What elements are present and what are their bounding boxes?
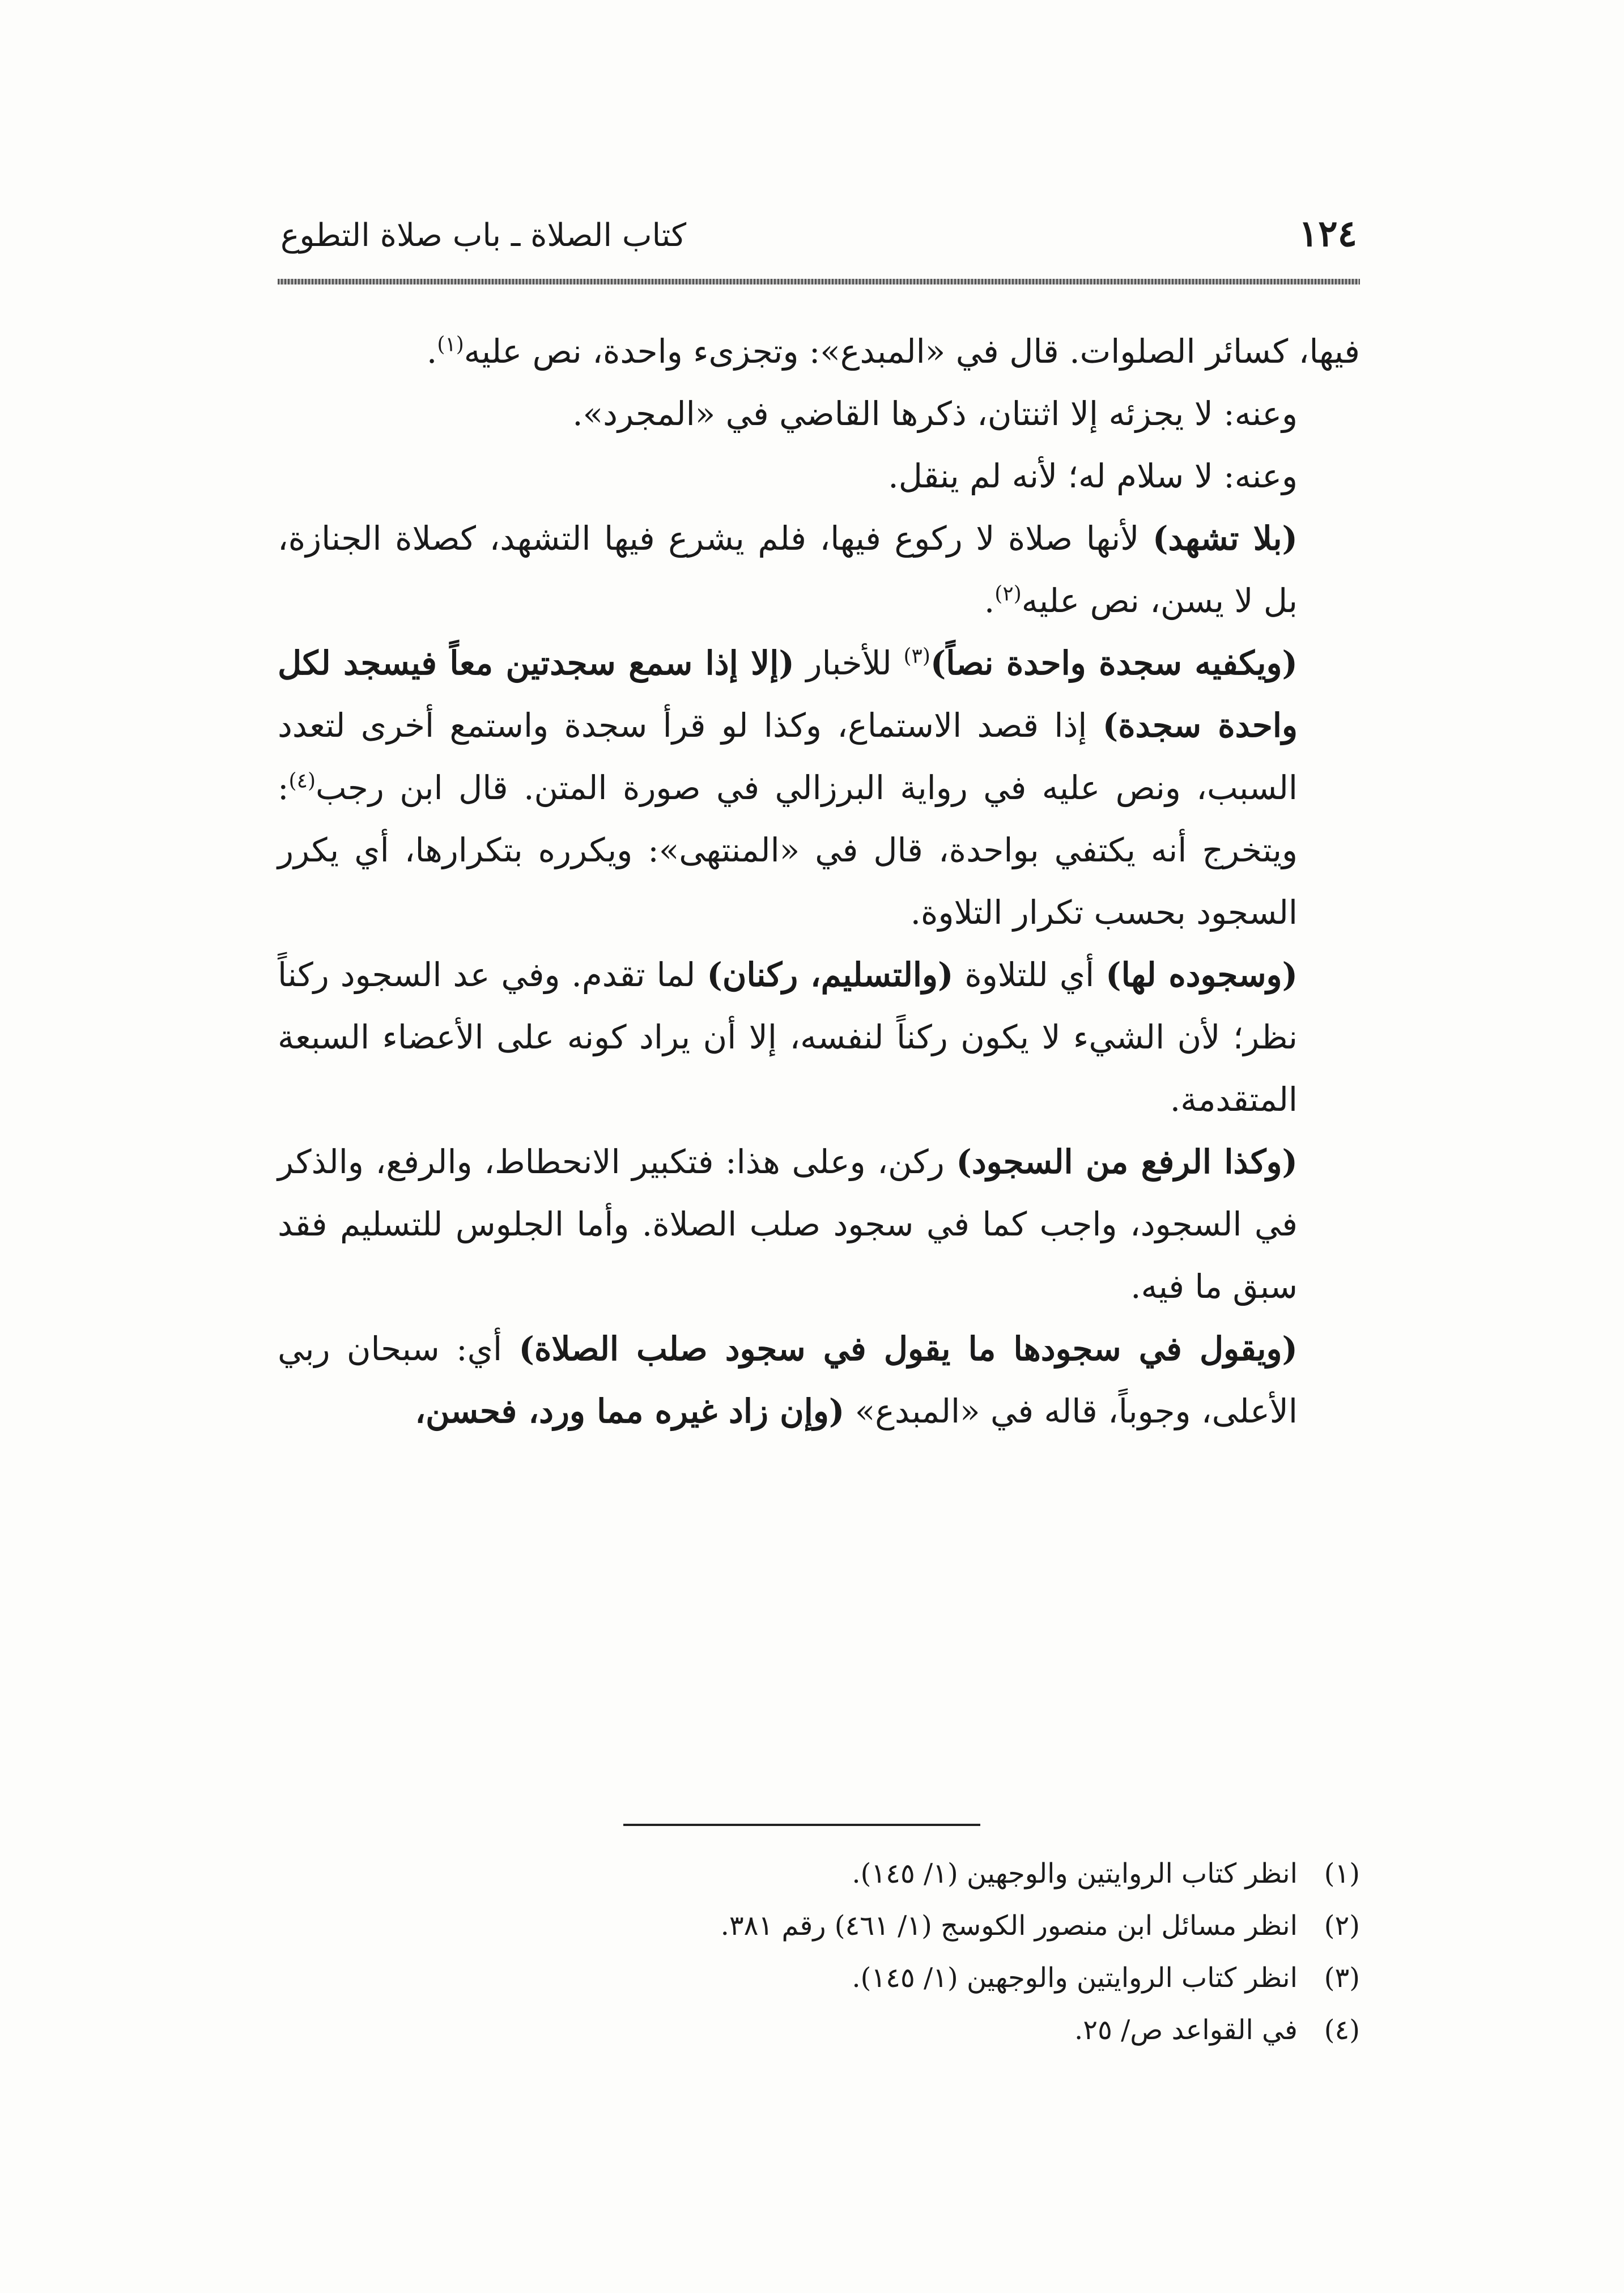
footnotes xyxy=(567,1848,1360,2056)
footnote-number: (١) xyxy=(1324,1858,1360,1889)
matn-text: (ويقول في سجودها ما يقول في سجود صلب الصلاة) xyxy=(518,1330,1298,1368)
footnote-number: (٢) xyxy=(1324,1910,1360,1942)
page-header xyxy=(280,207,1357,269)
footnote-ref-1[interactable]: (١) xyxy=(437,333,464,356)
footnote-number: (٣) xyxy=(1324,1962,1360,1994)
footnote-text: في القواعد ص/ ٢٥. xyxy=(1074,2014,1298,2046)
footnote-item xyxy=(567,1848,1360,1900)
footnote-item xyxy=(567,1900,1360,1952)
footnote-divider xyxy=(623,1824,980,1826)
footnote-text: انظر مسائل ابن منصور الكوسج (١/ ٤٦١) رقم ٣٨١. xyxy=(720,1910,1298,1942)
paragraph-1: فيها، كسائر الصلوات. قال في «المبدع»: وتجزىء واحدة، نص عليه$^{(١)}$. xyxy=(426,332,1360,371)
matn-text: (وكذا الرفع من السجود) xyxy=(956,1143,1298,1181)
footnote-number: (٤) xyxy=(1324,2014,1360,2046)
matn-text: (بلا تشهد) xyxy=(1152,519,1298,558)
matn-text: (والتسليم، ركنان) xyxy=(707,956,954,994)
page-number: ١٢٤ xyxy=(1298,213,1357,255)
main-text xyxy=(278,320,1360,1442)
running-title: كتاب الصلاة ـ باب صلاة التطوع xyxy=(280,217,687,254)
footnote-item xyxy=(567,1952,1360,2004)
paragraph-6: (وسجوده لها) أي للتلاوة (والتسليم، ركنان) لما تقدم. وفي عد السجود ركناً نظر؛ لأن الشيء لا يكون ركناً لنفسه، إلا أن يراد كونه على الأعضاء السبعة المتقدمة. xyxy=(278,956,1298,1119)
footnote-text: انظر كتاب الروايتين والوجهين (١/ ١٤٥). xyxy=(852,1962,1298,1994)
paragraph-7: (وكذا الرفع من السجود) ركن، وعلى هذا: فتكبير الانحطاط، والرفع، والذكر في السجود، واجب كما في سجود صلب الصلاة. وأما الجلوس للتسليم فقد سبق ما فيه. xyxy=(278,1143,1298,1306)
footnote-item xyxy=(567,2004,1360,2056)
paragraph-4: (بلا تشهد) لأنها صلاة لا ركوع فيها، فلم يشرع فيها التشهد، كصلاة الجنازة، بل لا يسن، نص عليه$^{(٢)}$. xyxy=(278,519,1298,620)
matn-text: (وإن زاد غيره مما ورد، فحسن، xyxy=(415,1392,845,1430)
paragraph-2: وعنه: لا يجزئه إلا اثنتان، ذكرها القاضي في «المجرد». xyxy=(572,394,1298,433)
footnote-ref-3[interactable]: (٣) xyxy=(903,644,930,668)
matn-text: (وسجوده لها) xyxy=(1106,956,1298,994)
paragraph-5: (ويكفيه سجدة واحدة نصاً)$^{(٣)}$ للأخبار (إلا إذا سمع سجدتين معاً فيسجد لكل واحدة سجدة) إذا قصد الاستماع، وكذا لو قرأ سجدة واستمع أخرى لتعدد السبب، ونص عليه في رواية البرزالي في صورة المتن. قال ابن رجب$^{(٤)}$: ويتخرج أنه يكتفي بواحدة، قال في «المنتهى»: ويكرره بتكرارها، أي يكرر السجود بحسب تكرار التلاوة. xyxy=(278,644,1298,932)
footnote-ref-2[interactable]: (٢) xyxy=(994,582,1022,606)
paragraph-3: وعنه: لا سلام له؛ لأنه لم ينقل. xyxy=(888,457,1298,495)
matn-text: (ويكفيه سجدة واحدة نصاً) xyxy=(930,644,1298,682)
header-divider xyxy=(278,279,1360,284)
matn-text: (إلا إذا سمع سجدتين معاً فيسجد لكل واحدة سجدة) xyxy=(278,644,1298,745)
paragraph-8: (ويقول في سجودها ما يقول في سجود صلب الصلاة) أي: سبحان ربي الأعلى، وجوباً، قاله في «المبدع» (وإن زاد غيره مما ورد، فحسن، xyxy=(278,1330,1298,1430)
footnote-ref-4[interactable]: (٤) xyxy=(288,769,316,793)
footnote-text: انظر كتاب الروايتين والوجهين (١/ ١٤٥). xyxy=(852,1858,1298,1889)
